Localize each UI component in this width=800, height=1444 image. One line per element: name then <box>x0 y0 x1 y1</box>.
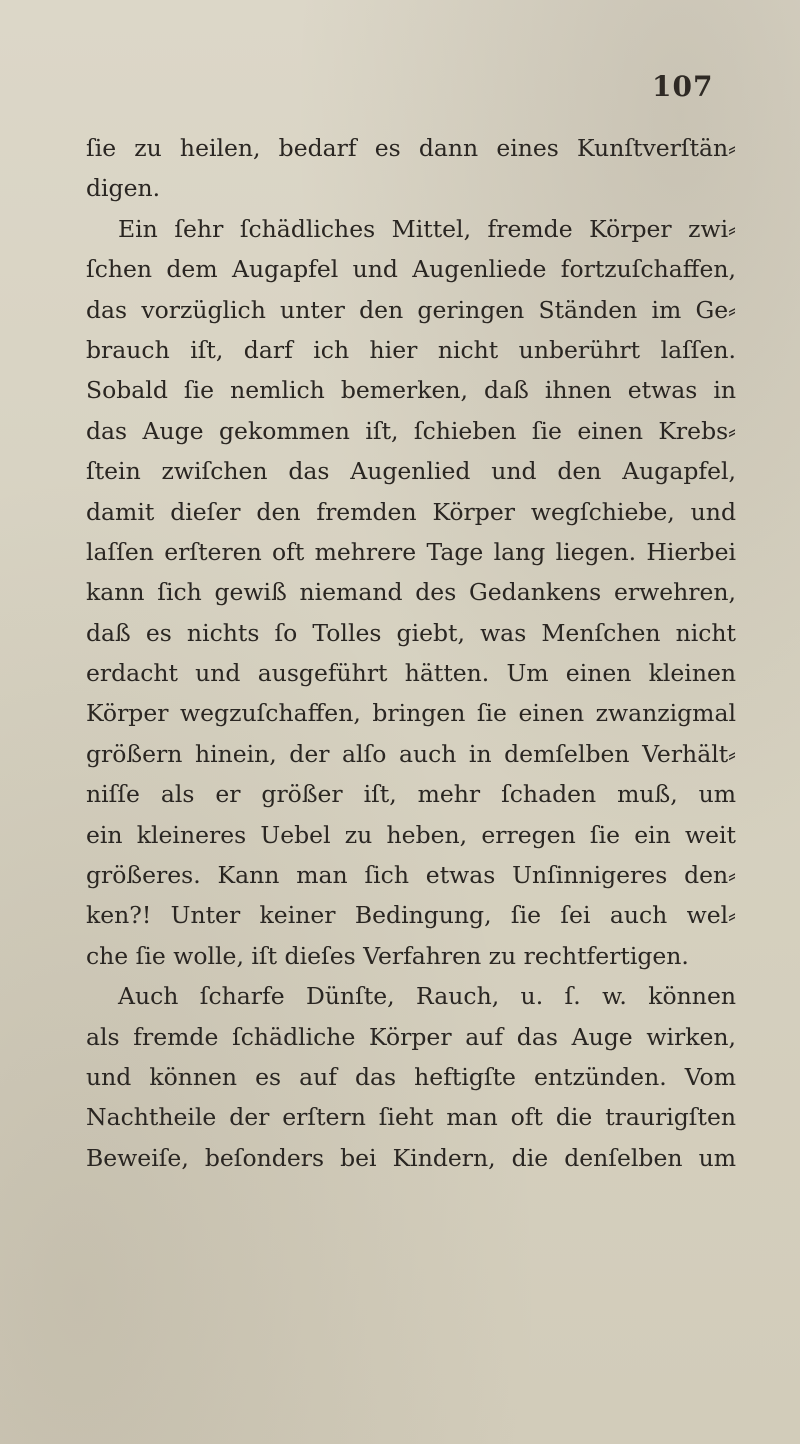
text-line: Körper wegzuſchaffen, bringen ſie einen zwanzigmal <box>86 699 736 728</box>
text-line: größeres. Kann man ſich etwas Unſinnigeres den⸗ <box>86 861 736 890</box>
text-line: ſtein zwiſchen das Augenlied und den Augapfel, <box>86 457 736 486</box>
body-text <box>86 128 736 1178</box>
text-line: laſſen erſteren oft mehrere Tage lang liegen. Hierbei <box>86 537 736 566</box>
text-line: Nachtheile der erſtern ſieht man oft die traurigſten <box>86 1103 736 1132</box>
text-line: daß es nichts ſo Tolles giebt, was Menſchen nicht <box>86 618 736 647</box>
text-line: das vorzüglich unter den geringen Ständen im Ge⸗ <box>86 295 736 324</box>
text-line: kann ſich gewiß niemand des Gedankens erwehren, <box>86 578 736 607</box>
text-line: digen. <box>86 174 161 203</box>
text-line: das Auge gekommen iſt, ſchieben ſie einen Krebs⸗ <box>86 416 736 445</box>
text-line: und können es auf das heftigſte entzünden. Vom <box>86 1062 736 1091</box>
text-line: größern hinein, der alſo auch in demſelben Verhält⸗ <box>86 739 736 768</box>
text-line: ein kleineres Uebel zu heben, erregen ſie ein weit <box>86 820 736 849</box>
text-line: brauch iſt, darf ich hier nicht unberührt laſſen. <box>86 335 736 364</box>
text-line: ſie zu heilen, bedarf es dann eines Kunſtverſtän⸗ <box>86 134 736 162</box>
text-line: niſſe als er größer iſt, mehr ſchaden muß, um <box>86 780 736 809</box>
page-number: 107 <box>652 70 714 103</box>
text-line: Auch ſcharfe Dünſte, Rauch, u. ſ. w. können <box>118 982 736 1011</box>
text-line: Sobald ſie nemlich bemerken, daß ihnen etwas in <box>86 376 736 405</box>
text-line: che ſie wolle, iſt dieſes Verfahren zu rechtfertigen. <box>86 941 689 970</box>
text-line: erdacht und ausgeführt hätten. Um einen kleinen <box>86 659 736 688</box>
text-line: damit dieſer den fremden Körper wegſchiebe, und <box>86 497 736 526</box>
text-line: ken?! Unter keiner Bedingung, ſie ſei auch wel⸗ <box>86 901 736 930</box>
text-line: ſchen dem Augapfel und Augenliede fortzuſchaffen, <box>86 255 736 284</box>
text-line: Ein ſehr ſchädliches Mittel, fremde Körper zwi⸗ <box>118 214 736 243</box>
text-line: als fremde ſchädliche Körper auf das Auge wirken, <box>86 1022 736 1051</box>
text-line: Beweiſe, beſonders bei Kindern, die denſelben um <box>86 1143 736 1172</box>
